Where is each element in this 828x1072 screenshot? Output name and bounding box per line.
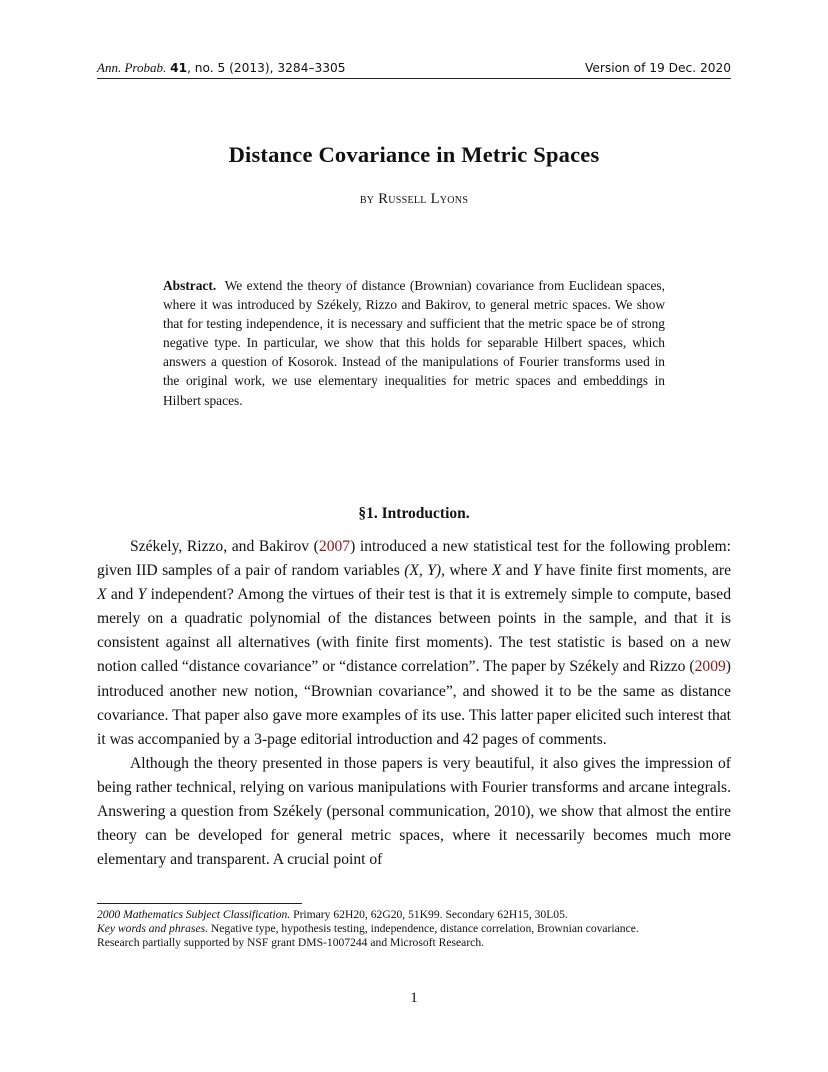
section-heading: §1. Introduction. [358,505,470,522]
author-byline: by Russell Lyons [359,191,469,207]
running-head [97,60,731,76]
footnote-text: Primary 62H20, 62G20, 51K99. Secondary 62H15, 30L05. [290,908,568,921]
citation-link-2007[interactable]: 2007 [318,538,351,555]
footnote-label: Key words and phrases. [97,921,209,935]
text-run: and [501,562,533,580]
footnote-text: Negative type, hypothesis testing, independence, distance correlation, Brownian covariance. [208,921,639,935]
journal-name: Ann. Probab. [97,60,167,75]
text-run: independent? Among the virtues of their test is that it is extremely simple to compute, based merely on a quadratic polynomial of the distances between points in the sample, and that it is consistent against all alternatives (with finite first moments). The test statistic is based on a new notion called “distance covariance” or “distance correlation”. The paper by Székely and Rizzo ( [97,586,731,676]
math-y: Y [532,562,542,580]
journal-volume: 41 [170,61,188,75]
math-pair-xy: (X, Y) [404,562,442,580]
paragraph [97,535,731,752]
footnote-keywords [97,922,731,936]
text-run: and [106,586,138,604]
body-text [97,535,731,872]
page-number: 1 [410,990,418,1006]
paper-title: Distance Covariance in Metric Spaces [228,142,600,167]
paragraph: Although the theory presented in those papers is very beautiful, it also gives the impression of being rather technical, relying on various manipulations with Fourier transforms and arcane integrals. Answering a question from Székely (personal communication, 2010), we show that almost the entire theory can be developed for general metric spaces, where it necessarily becomes much more elementary and transparent. A crucial point of [97,754,731,869]
header-rule [97,78,731,79]
text-run: have finite first moments, are [541,562,731,580]
citation-link-2009[interactable]: 2009 [694,658,726,676]
abstract-label: Abstract. [163,278,217,293]
footnote-rule [97,903,302,904]
text-run: , where [441,562,492,580]
abstract-text: We extend the theory of distance (Brownian) covariance from Euclidean spaces, where it was introduced by Székely, Rizzo and Bakirov, to general metric spaces. We show that for testing independence, it is necessary and sufficient that the metric space be of strong negative type. In particular, we show that this holds for separable Hilbert spaces, which answers a question of Kosorok. Instead of the manipulations of Fourier transforms used in the original work, we use elementary inequalities for metric spaces and embeddings in Hilbert spaces. [163,278,665,408]
text-run: ) introduced a new statistical test for the following problem: given IID samples of a pair of random variables [97,538,732,580]
footnotes [97,908,731,949]
citation [97,60,346,76]
math-x: X [97,586,107,604]
version-date: Version of 19 Dec. 2020 [584,61,731,75]
journal-issue-pages: , no. 5 (2013), 3284–3305 [187,61,346,75]
text-run: Székely, Rizzo, and Bakirov ( [130,538,319,555]
footnote-msc [97,908,731,922]
footnote-label: 2000 Mathematics Subject Classification. [97,908,291,921]
abstract [163,276,665,410]
math-y: Y [137,586,147,604]
math-x: X [491,562,502,580]
text-run: ) introduced another new notion, “Brownian covariance”, and showed it to be the same as distance covariance. That paper also gave more examples of its use. This latter paper elicited such interest that it was accompanied by a 3-page editorial introduction and 42 pages of comments. [97,658,731,748]
footnote-support: Research partially supported by NSF grant DMS-1007244 and Microsoft Research. [97,935,485,949]
